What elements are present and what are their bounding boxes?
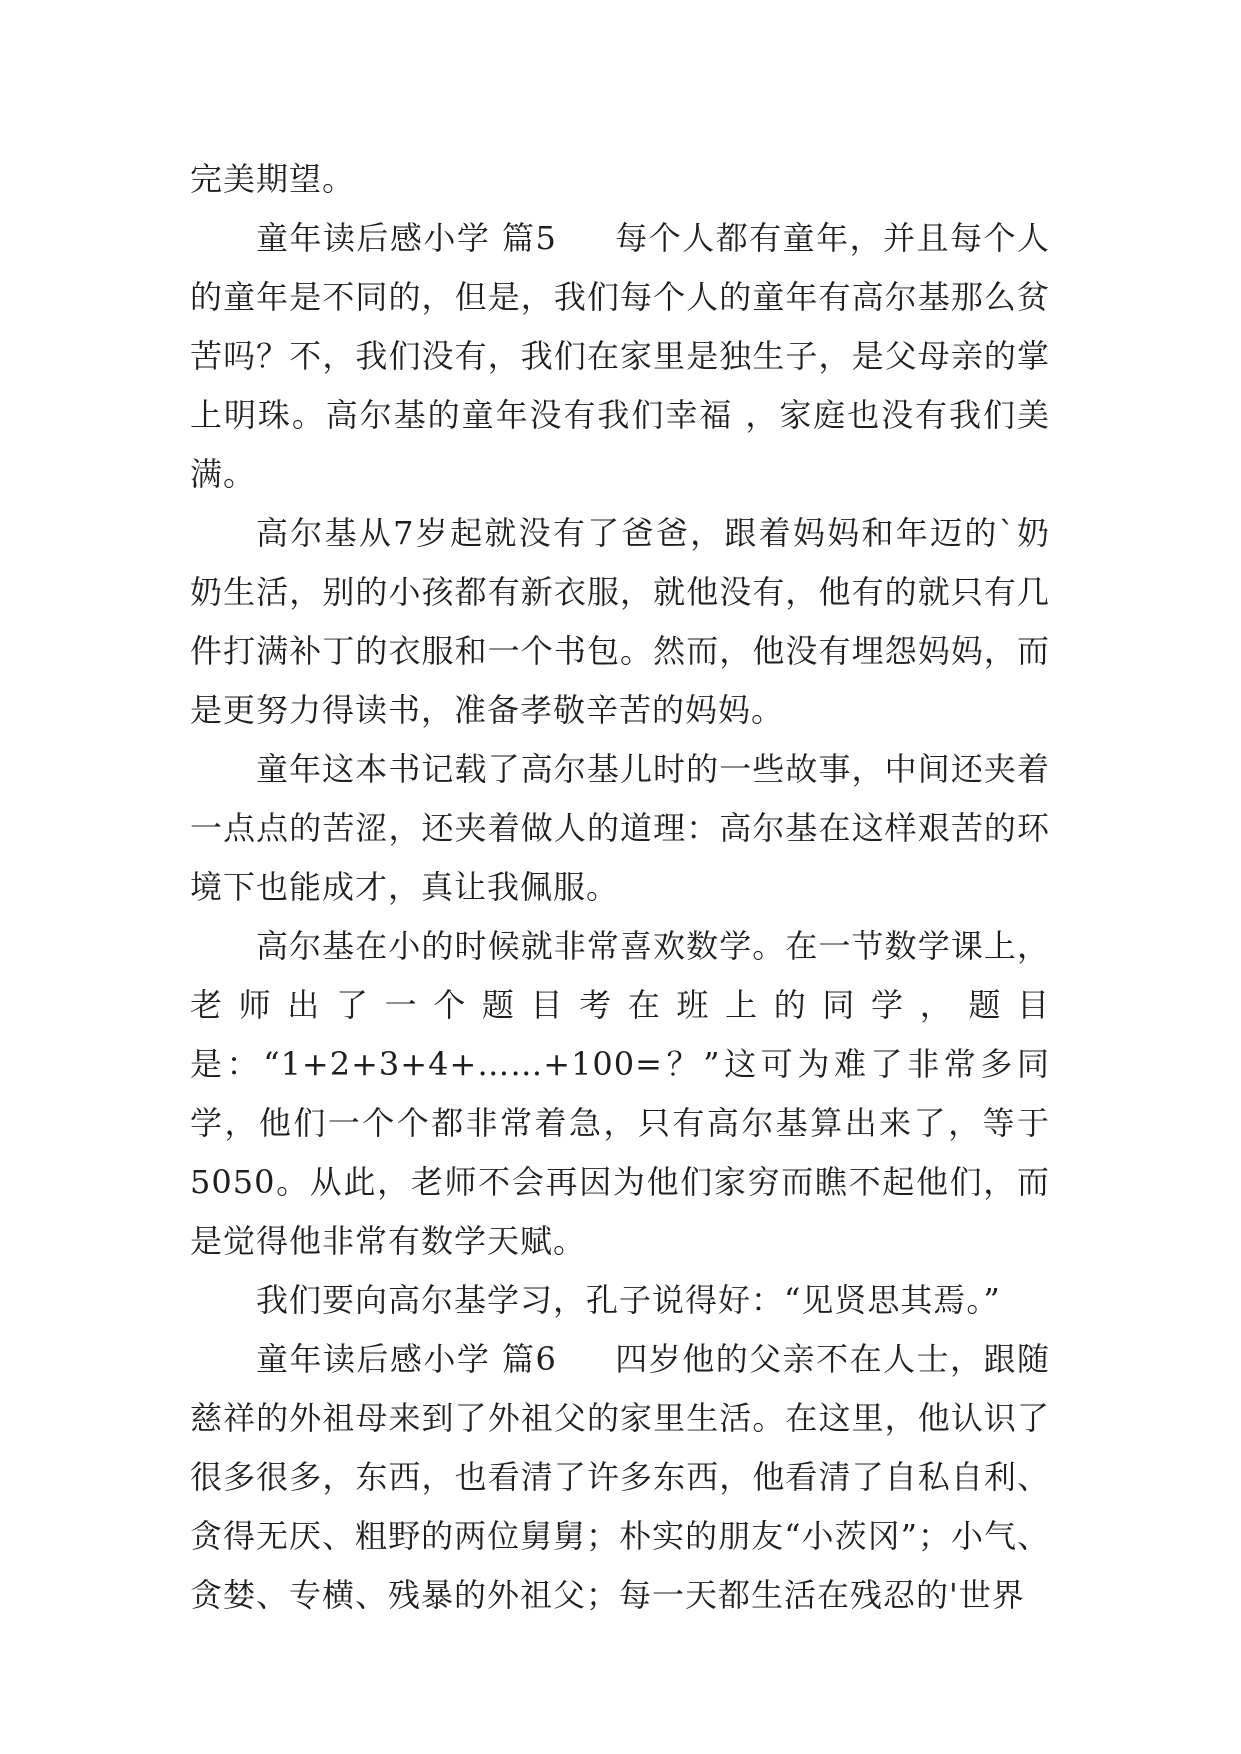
paragraph-continuation	[190, 150, 1050, 209]
section-heading: 童年读后感小学 篇5	[256, 219, 557, 257]
paragraph-text: 童年这本书记载了高尔基儿时的一些故事，中间还夹着一点点的苦涩，还夹着做人的道理：高尔基在这样艰苦的环境下也能成才，真让我佩服。	[190, 750, 1050, 906]
paragraph	[190, 917, 1050, 1271]
paragraph-text: 每个人都有童年，并且每个人的童年是不同的，但是，我们每个人的童年有高尔基那么贫苦吗？不，我们没有，我们在家里是独生子，是父母亲的掌上明珠。高尔基的童年没有我们幸福 ，家庭也没有我们美满。	[190, 219, 1050, 493]
paragraph-section-6	[190, 1330, 1050, 1625]
document-body	[190, 150, 1050, 1625]
paragraph-text: 高尔基从7岁起就没有了爸爸，跟着妈妈和年迈的`奶奶生活，别的小孩都有新衣服，就他没有，他有的就只有几件打满补丁的衣服和一个书包。然而，他没有埋怨妈妈，而是更努力得读书，准备孝敬辛苦的妈妈。	[190, 514, 1050, 729]
paragraph	[190, 504, 1050, 740]
paragraph-text: 完美期望。	[190, 160, 356, 198]
paragraph-text: 我们要向高尔基学习，孔子说得好：“见贤思其焉。”	[256, 1281, 1001, 1319]
paragraph-section-5	[190, 209, 1050, 504]
paragraph	[190, 740, 1050, 917]
paragraph-text: 四岁他的父亲不在人士，跟随慈祥的外祖母来到了外祖父的家里生活。在这里，他认识了很多很多，东西，也看清了许多东西，他看清了自私自利、贪得无厌、粗野的两位舅舅；朴实的朋友“小茨冈”；小气、贪婪、专横、残暴的外祖父；每一天都生活在残忍的'世界	[190, 1340, 1050, 1614]
paragraph-text: 高尔基在小的时候就非常喜欢数学。在一节数学课上，老师出了一个题目考在班上的同学，题目是：“1+2+3+4+……+100=？”这可为难了非常多同学，他们一个个都非常着急，只有高尔基算出来了，等于5050。从此，老师不会再因为他们家穷而瞧不起他们，而是觉得他非常有数学天赋。	[190, 927, 1050, 1260]
section-heading: 童年读后感小学 篇6	[256, 1340, 557, 1378]
paragraph	[190, 1271, 1050, 1330]
